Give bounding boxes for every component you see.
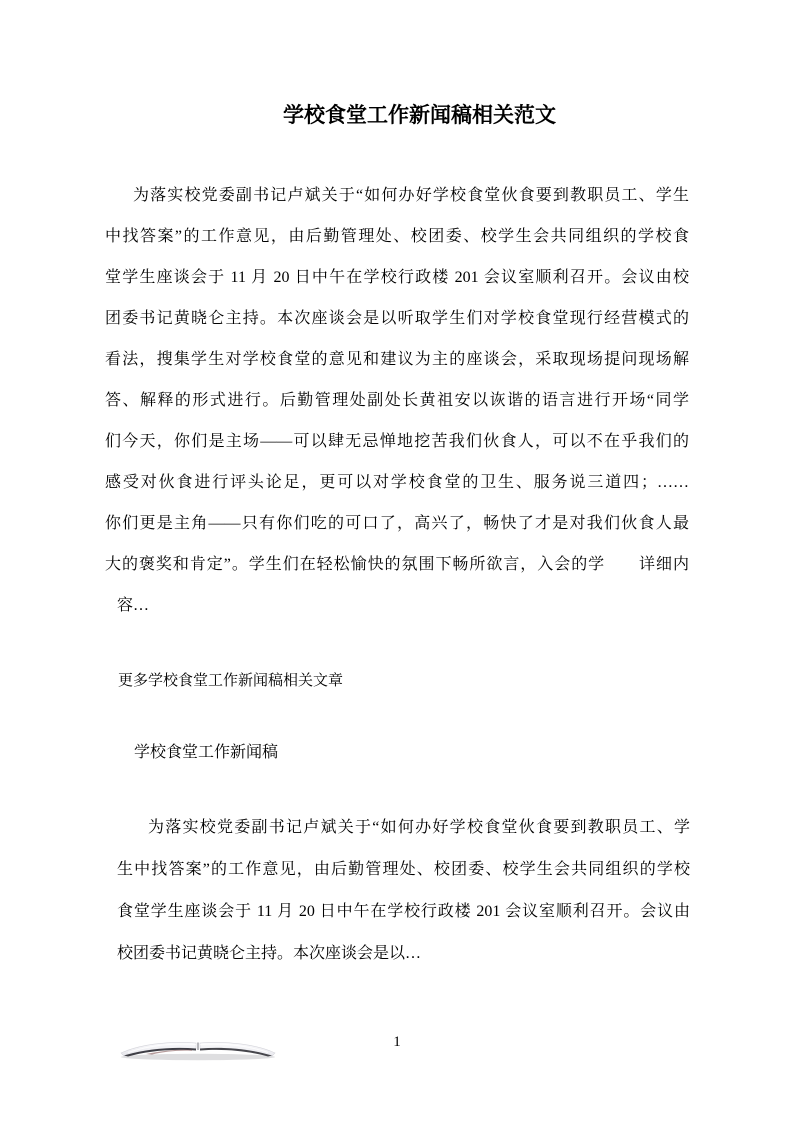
paragraph-line: 答、解释的形式进行。后勤管理处副处长黄祖安以诙谐的语言进行开场“同学 [105,392,689,409]
paragraph-line: 团委书记黄晓仑主持。本次座谈会是以听取学生们对学校食堂现行经营模式的 [105,310,689,327]
paragraph-line: 看法，搜集学生对学校食堂的意见和建议为主的座谈会，采取现场提问现场解 [105,351,689,368]
paragraph-line: 感受对伙食进行评头论足，更可以对学校食堂的卫生、服务说三道四；…… [105,474,689,491]
paragraph-line: 校团委书记黄晓仑主持。本次座谈会是以… [117,945,422,962]
page-number: 1 [393,1034,401,1050]
paragraph-line: 你们更是主角——只有你们吃的可口了，高兴了，畅快了才是对我们伙食人最 [105,515,689,532]
paragraph-line: 容… [117,597,150,614]
paragraph-line: 食堂学生座谈会于 11 月 20 日中午在学校行政楼 201 会议室顺利召开。会议由 [117,903,690,920]
paragraph-line: 生中找答案”的工作意见，由后勤管理处、校团委、校学生会共同组织的学校 [117,861,690,878]
paragraph-line: 中找答案”的工作意见，由后勤管理处、校团委、校学生会共同组织的学校食 [105,228,689,245]
paragraph-2 [117,807,690,975]
paragraph-line: 为落实校党委副书记卢斌关于“如何办好学校食堂伙食要到教职员工、学生 [133,187,689,204]
sub-heading: 学校食堂工作新闻稿 [134,744,279,761]
more-articles-line: 更多学校食堂工作新闻稿相关文章 [118,673,344,689]
paragraph-line: 大的褒奖和肯定”。学生们在轻松愉快的氛围下畅所欲言，入会的学 详细内 [105,556,689,573]
document-title: 学校食堂工作新闻稿相关范文 [283,103,556,127]
paragraph-1 [105,175,689,626]
paragraph-line: 为落实校党委副书记卢斌关于“如何办好学校食堂伙食要到教职员工、学 [148,819,690,836]
paragraph-line: 堂学生座谈会于 11 月 20 日中午在学校行政楼 201 会议室顺利召开。会议由校 [105,269,689,286]
paragraph-line: 们今天，你们是主场——可以肆无忌惮地挖苦我们伙食人，可以不在乎我们的 [105,433,689,450]
